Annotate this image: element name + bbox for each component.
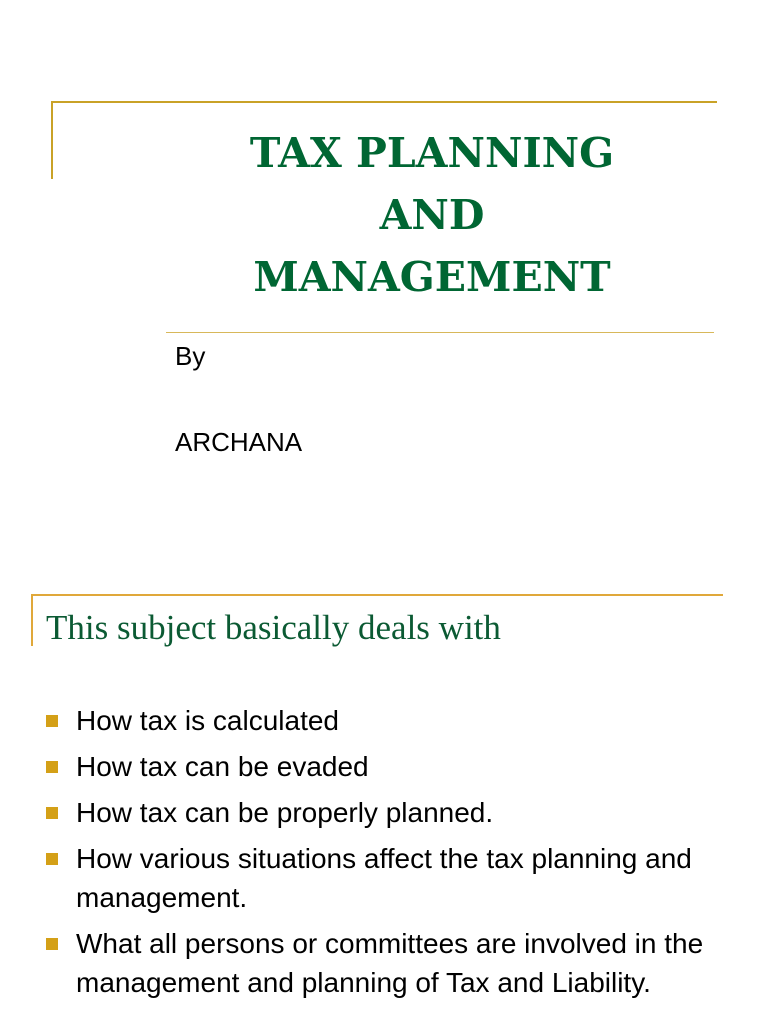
list-item [0,839,768,917]
list-item-text: How tax can be evaded [76,751,369,782]
author-name: ARCHANA [175,427,303,457]
slide-left-rule [31,594,33,646]
list-item-text: How various situations affect the tax planning and management. [76,843,692,913]
slide-title-line: TAX PLANNING [249,129,615,177]
by-label: By [175,341,206,371]
list-item [0,924,768,1002]
subtitle-rule [166,332,714,333]
slide-title-line: AND [379,191,485,239]
slide-title-line: MANAGEMENT [253,253,611,301]
square-bullet-icon [46,853,58,865]
slide-heading: This subject basically deals with [46,608,501,647]
slide-top-rule [31,594,723,596]
square-bullet-icon [46,715,58,727]
list-item [0,701,768,740]
bullet-list [0,701,768,1009]
square-bullet-icon [46,938,58,950]
slide-top-rule [51,101,717,103]
square-bullet-icon [46,807,58,819]
list-item-text: What all persons or committees are involved in the management and planning of Tax and Liability. [76,928,704,998]
list-item-text: How tax is calculated [76,705,340,736]
list-item [0,747,768,786]
slide-left-rule [51,101,53,179]
list-item-text: How tax can be properly planned. [76,797,494,828]
list-item [0,793,768,832]
square-bullet-icon [46,761,58,773]
slide-title [180,122,684,308]
